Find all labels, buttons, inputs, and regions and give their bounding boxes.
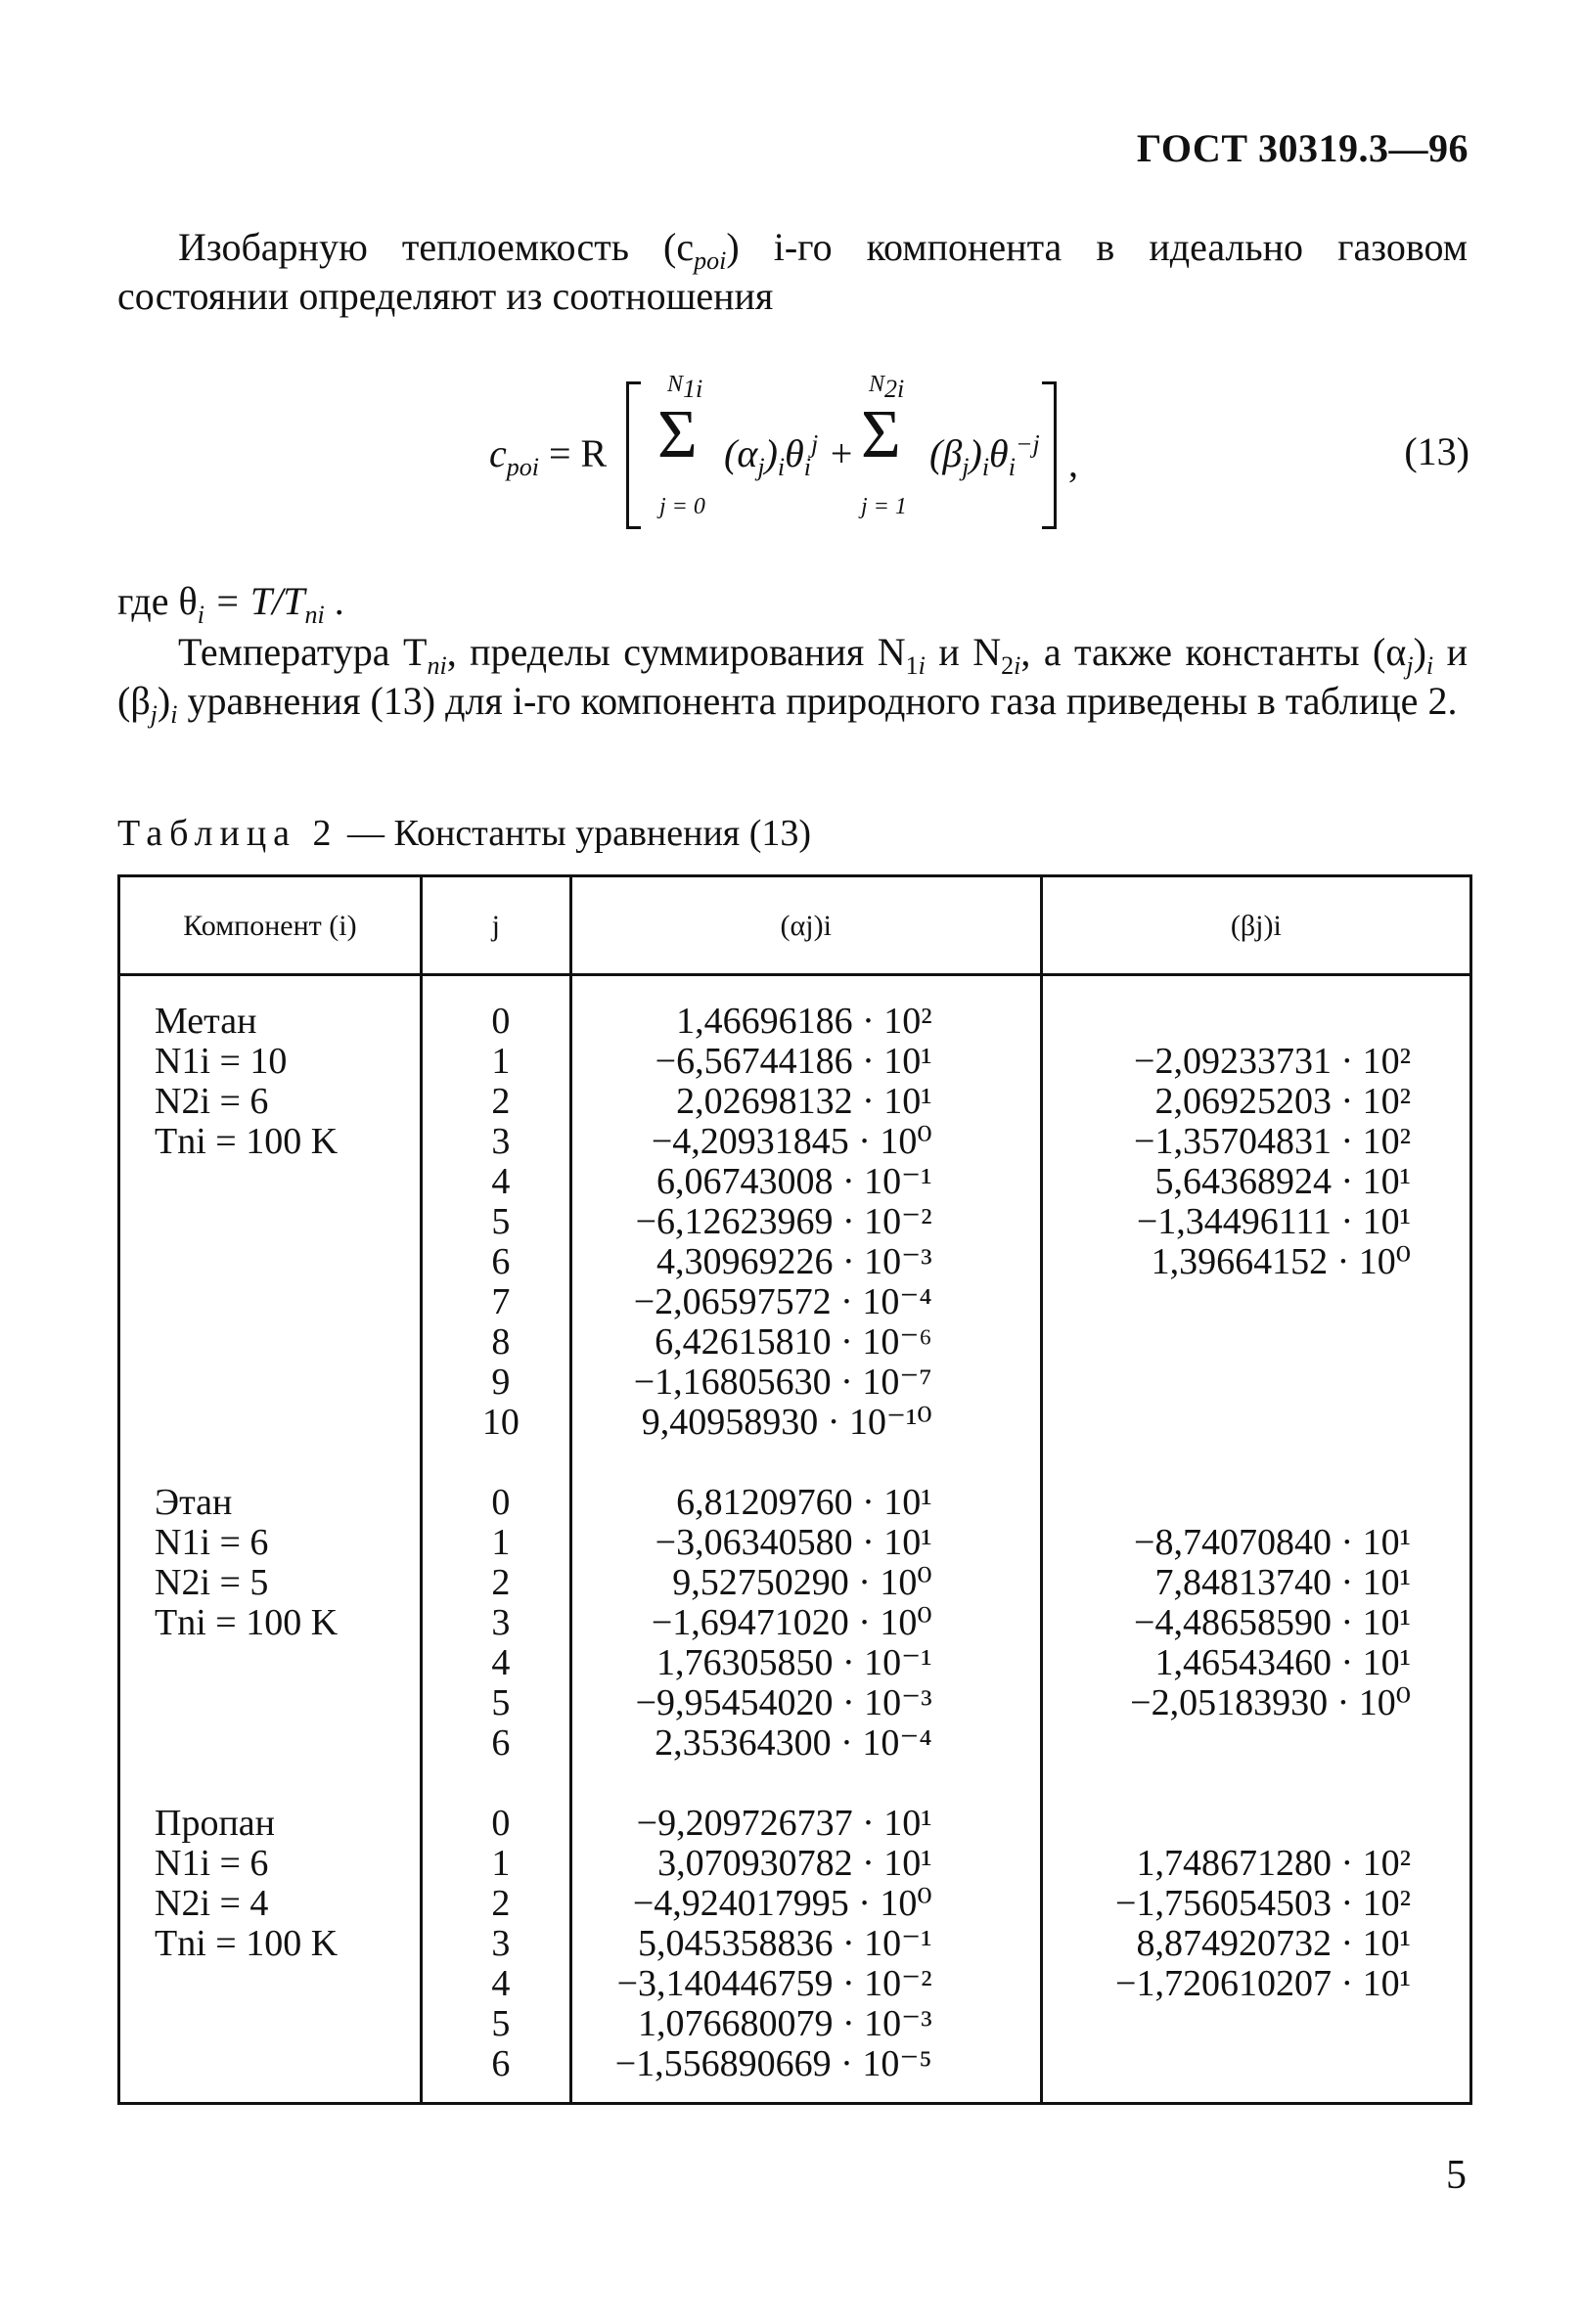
where-line: где $\theta_i = T/T_{ni}$ .: [117, 579, 344, 629]
group-gap: [423, 1443, 569, 1483]
beta-value: 2,06925203 · 10²: [1154, 1081, 1411, 1122]
j-value: 8: [491, 1321, 511, 1363]
j-value: 10: [481, 1402, 520, 1443]
equation-number: (13): [1404, 429, 1469, 473]
alpha-value: −6,12623969 · 10⁻²: [635, 1201, 932, 1242]
j-value: 0: [491, 1482, 511, 1523]
beta-value: [1043, 1322, 1469, 1363]
right-bracket: [1042, 381, 1057, 529]
formula-lhs-sub: poi: [506, 453, 539, 481]
beta-value: 8,874920732 · 10¹: [1136, 1923, 1411, 1964]
component-tn: Tni = 100 K: [155, 1602, 339, 1643]
beta-value: [1043, 1723, 1469, 1764]
alpha-value: 6,06743008 · 10⁻¹: [656, 1161, 932, 1202]
beta-value: −2,05183930 · 10⁰: [1130, 1682, 1411, 1723]
beta-value: −1,35704831 · 10²: [1134, 1121, 1411, 1162]
alpha-value: 6,42615810 · 10⁻⁶: [655, 1321, 932, 1363]
component-cell: [119, 1804, 422, 2104]
group-gap: [1043, 1764, 1469, 1804]
sum2-upper: $N_{2i}$: [869, 372, 905, 403]
beta-value: −1,756054503 · 10²: [1115, 1883, 1411, 1924]
group-gap: [423, 1764, 569, 1804]
intro-subscript: poi: [694, 246, 727, 275]
j-value: 4: [491, 1161, 511, 1202]
header-j: j: [421, 876, 570, 975]
alpha-value: −1,69471020 · 10⁰: [651, 1602, 932, 1643]
j-value: 2: [491, 1081, 511, 1122]
component-cell: [119, 975, 422, 1484]
j-value: 4: [491, 1963, 511, 2004]
j-value: 1: [491, 1041, 511, 1082]
j-value: 0: [491, 1001, 511, 1042]
j-value: 5: [491, 2003, 511, 2044]
beta-value: −8,74070840 · 10¹: [1134, 1522, 1411, 1563]
page-number: 5: [1446, 2153, 1467, 2198]
table-bottom-gap: [1043, 2084, 1469, 2102]
table-bottom-gap: [572, 2084, 1040, 2102]
j-value: 1: [491, 1843, 511, 1884]
alpha-value: −1,16805630 · 10⁻⁷: [633, 1362, 932, 1403]
group-gap: [1043, 1443, 1469, 1483]
formula-comma: ,: [1068, 441, 1078, 485]
table-row: [119, 975, 1471, 1484]
table-caption-label: Таблица 2: [117, 813, 339, 854]
header-beta: (βj)i: [1041, 876, 1470, 975]
table-caption-text: — Константы уравнения (13): [338, 813, 812, 854]
sum1-lower: j = 0: [659, 494, 705, 519]
beta-value: [1043, 1483, 1469, 1523]
alpha-cell: [570, 975, 1041, 1484]
alpha-value: 1,76305850 · 10⁻¹: [656, 1642, 932, 1683]
beta-value: 1,39664152 · 10⁰: [1151, 1241, 1411, 1282]
formula-eq: = R: [549, 431, 608, 475]
component-n2: N2i = 4: [155, 1883, 269, 1924]
alpha-value: −6,56744186 · 10¹: [655, 1041, 932, 1082]
component-tn: Tni = 100 K: [155, 1923, 339, 1964]
j-value: 6: [491, 1241, 511, 1282]
beta-value: 1,46543460 · 10¹: [1154, 1642, 1411, 1683]
header-alpha: (αj)i: [570, 876, 1041, 975]
beta-value: [1043, 1403, 1469, 1443]
table-row: [119, 1804, 1471, 2104]
j-value: 6: [491, 2043, 511, 2084]
alpha-value: 6,81209760 · 10¹: [676, 1482, 932, 1523]
component-cell: [119, 1483, 422, 1804]
constants-table: [117, 874, 1472, 2105]
sum2-sigma-icon: Σ: [861, 397, 901, 472]
beta-value: −1,720610207 · 10¹: [1115, 1963, 1411, 2004]
beta-value: [1043, 1282, 1469, 1322]
beta-value: 5,64368924 · 10¹: [1154, 1161, 1411, 1202]
table-bottom-gap: [423, 2084, 569, 2102]
component-name: Метан: [155, 1001, 257, 1042]
alpha-value: −9,209726737 · 10¹: [636, 1803, 932, 1844]
table-caption: [117, 812, 811, 855]
j-value: 3: [491, 1121, 511, 1162]
beta-cell: [1041, 975, 1470, 1484]
j-value: 4: [491, 1642, 511, 1683]
intro-text: Изобарную теплоемкость (c: [178, 225, 695, 269]
j-value: 2: [491, 1883, 511, 1924]
alpha-value: 3,070930782 · 10¹: [657, 1843, 932, 1884]
sum2-lower: j = 1: [861, 494, 907, 519]
j-cell: [421, 1804, 570, 2104]
alpha-value: 5,045358836 · 10⁻¹: [638, 1923, 932, 1964]
equation-13: [489, 372, 1096, 538]
description-paragraph: Температура $T_{ni}$, пределы суммирования $N_{1i}$ и $N_{2i}$, а также константы $(\alpha_j)_i$ и $(\beta_j)_i$ уравнения (13) для i-го компонента природного газа приведены в таблице 2.: [117, 630, 1469, 729]
beta-value: [1043, 1002, 1469, 1042]
alpha-value: −9,95454020 · 10⁻³: [635, 1682, 932, 1723]
group-gap: [572, 1443, 1040, 1483]
beta-value: −2,09233731 · 10²: [1134, 1041, 1411, 1082]
component-name: Пропан: [155, 1803, 275, 1844]
beta-value: [1043, 1363, 1469, 1403]
component-n2: N2i = 6: [155, 1081, 269, 1122]
sum1-upper: $N_{1i}$: [667, 372, 703, 403]
beta-value: [1043, 2004, 1469, 2044]
j-value: 1: [491, 1522, 511, 1563]
beta-value: −1,34496111 · 10¹: [1136, 1201, 1411, 1242]
j-value: 6: [491, 1722, 511, 1764]
table-bottom-gap: [155, 1964, 420, 1982]
alpha-value: 2,35364300 · 10⁻⁴: [655, 1722, 932, 1764]
beta-value: −4,48658590 · 10¹: [1134, 1602, 1411, 1643]
intro-text-rest: ) i-го компонента в идеально газовом состоянии определяют из соотношения: [117, 225, 1469, 318]
document-header: ГОСТ 30319.3—96: [1136, 126, 1469, 170]
intro-paragraph: [117, 223, 1468, 321]
sum2-term: $(\beta_j)_i\theta_i^{-j}$: [929, 429, 1040, 481]
header-component: Компонент (i): [119, 876, 422, 975]
alpha-value: 9,52750290 · 10⁰: [672, 1562, 932, 1603]
j-value: 5: [491, 1682, 511, 1723]
j-value: 7: [491, 1281, 511, 1322]
alpha-cell: [570, 1483, 1041, 1804]
beta-value: 1,748671280 · 10²: [1136, 1843, 1411, 1884]
left-bracket: [626, 381, 641, 529]
alpha-value: −4,20931845 · 10⁰: [651, 1121, 932, 1162]
component-n1: N1i = 10: [155, 1041, 288, 1082]
j-value: 2: [491, 1562, 511, 1603]
beta-value: [1043, 2044, 1469, 2084]
component-n1: N1i = 6: [155, 1843, 269, 1884]
beta-value: [1043, 1804, 1469, 1844]
group-gap: [572, 1764, 1040, 1804]
sum1-term: $(\alpha_j)_i\theta_i^j$ +: [724, 429, 855, 481]
alpha-value: −1,556890669 · 10⁻⁵: [614, 2043, 932, 2084]
formula-lhs: c: [489, 431, 507, 475]
alpha-cell: [570, 1804, 1041, 2104]
group-gap: [155, 1162, 420, 1202]
alpha-value: −2,06597572 · 10⁻⁴: [633, 1281, 932, 1322]
beta-cell: [1041, 1483, 1470, 1804]
alpha-value: 4,30969226 · 10⁻³: [656, 1241, 932, 1282]
alpha-value: −3,140446759 · 10⁻²: [616, 1963, 932, 2004]
alpha-value: −3,06340580 · 10¹: [655, 1522, 932, 1563]
j-cell: [421, 1483, 570, 1804]
beta-cell: [1041, 1804, 1470, 2104]
alpha-value: 1,46696186 · 10²: [676, 1001, 932, 1042]
alpha-value: 2,02698132 · 10¹: [676, 1081, 932, 1122]
sum1-sigma-icon: Σ: [657, 397, 698, 472]
component-name: Этан: [155, 1482, 233, 1523]
component-tn: Tni = 100 K: [155, 1121, 339, 1162]
j-cell: [421, 975, 570, 1484]
table-row: [119, 1483, 1471, 1804]
beta-value: 7,84813740 · 10¹: [1154, 1562, 1411, 1603]
group-gap: [155, 1643, 420, 1683]
alpha-value: 9,40958930 · 10⁻¹⁰: [641, 1402, 932, 1443]
alpha-value: −4,924017995 · 10⁰: [632, 1883, 932, 1924]
component-n2: N2i = 5: [155, 1562, 269, 1603]
j-value: 0: [491, 1803, 511, 1844]
j-value: 9: [491, 1362, 511, 1403]
alpha-value: 1,076680079 · 10⁻³: [638, 2003, 932, 2044]
j-value: 3: [491, 1602, 511, 1643]
j-value: 5: [491, 1201, 511, 1242]
component-n1: N1i = 6: [155, 1522, 269, 1563]
j-value: 3: [491, 1923, 511, 1964]
